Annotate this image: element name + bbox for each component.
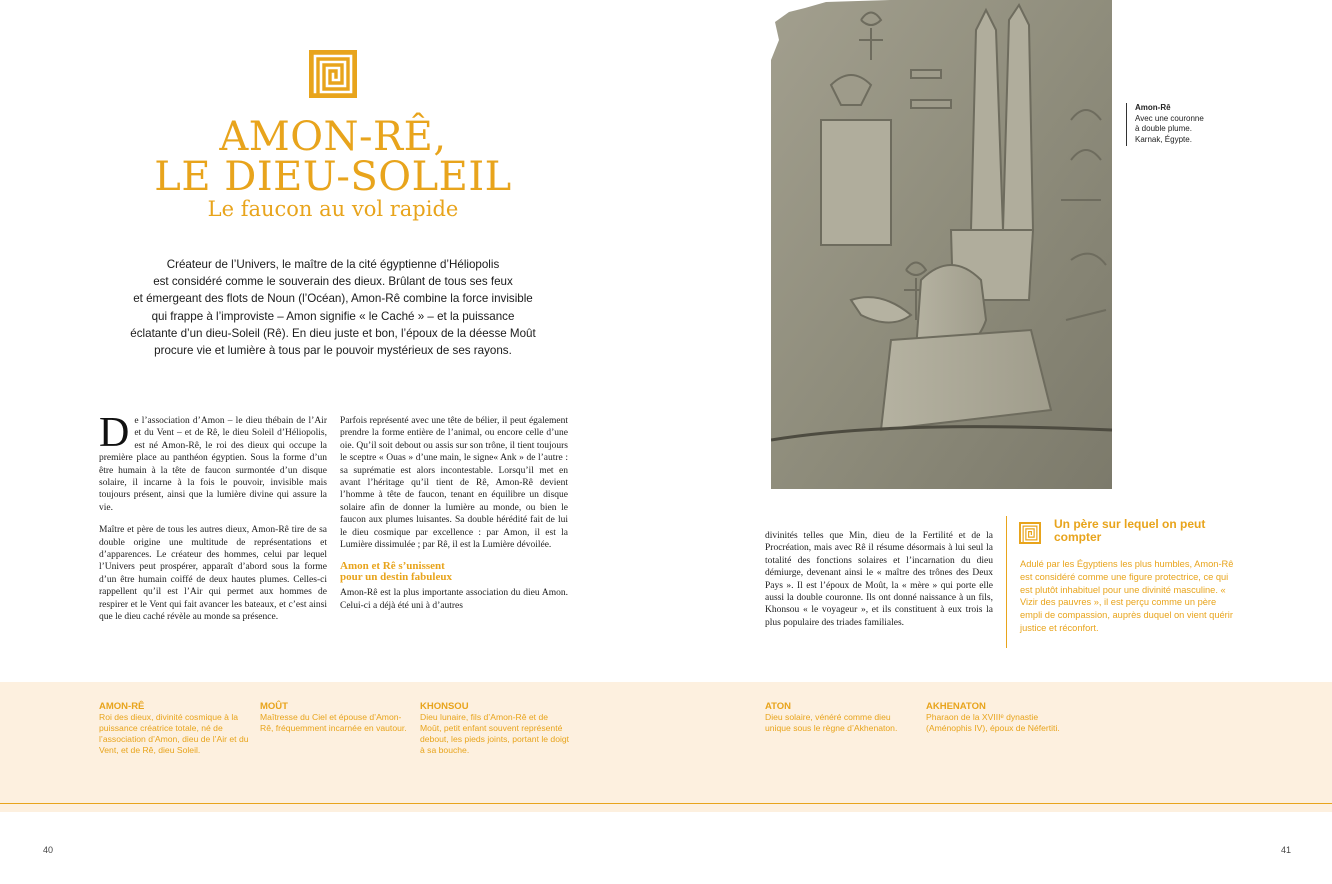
glossary-definition: Roi des dieux, divinité cosmique à la puissance créatrice totale, né de l’association d’Amon, dieu de l’Air et du Vent, et de Rê, dieu Soleil. <box>99 712 249 755</box>
title-line-1: AMON-RÊ, <box>219 114 447 160</box>
glossary-definition: Dieu lunaire, fils d’Amon-Rê et de Moût, petit enfant souvent représenté debout, les pieds joints, portant le doigt à sa bouche. <box>420 712 570 755</box>
subhead-line: Amon et Rê s’unissent <box>340 560 445 573</box>
body-column-2 <box>340 415 568 622</box>
body-paragraph: Maître et père de tous les autres dieux, Amon-Rê tire de sa double origine une multitude de représentations et d’apparences. Le créateur des hommes, celui par lequel l’Univers peut prospérer, apparaît d’abord sous la forme d’un être humain coiffé de deux hautes plumes. Celles-ci rappellent qu’il est l’Air qui permet aux hommes de respirer et le Vent qui fait avancer les bateaux, et c’est ainsi que le dieu caché révèle au monde sa présence. <box>99 525 327 623</box>
glossary-item <box>99 701 249 756</box>
intro-line: et émergeant des flots de Noun (l’Océan), Amon-Rê combine la force invisible <box>133 292 533 306</box>
drop-cap: D <box>99 410 130 456</box>
body-paragraph: Parfois représenté avec une tête de bélier, il peut également prendre la forme entière de l’animal, ou encore celle d’une oie. Qu’il soit debout ou assis sur son trône, il tient toujours le sceptre « Ouas » d’une main, le signe« Ank » de l’autre : sa suprématie est alors incontestable. Lorsqu’il met en avant l’héritage qu’il tient de Rê, Amon-Rê devient l’homme à tête de faucon, tenant en équilibre un disque solaire afin de donner la lumière au monde, ou bien le faucon aux plumes luisantes. Sa double hérédité fait de lui le dieu cosmique par excellence : par Amon, il est la Lumière dissimulée ; par Rê, il est la Lumière dévoilée. <box>340 416 568 551</box>
intro-paragraph <box>100 256 566 359</box>
intro-line: Créateur de l’Univers, le maître de la cité égyptienne d’Héliopolis <box>166 258 500 271</box>
glossary-item <box>926 701 1076 734</box>
spiral-icon <box>1019 522 1041 544</box>
caption-line: à double plume. <box>1135 124 1192 134</box>
glossary-term: AKHENATON <box>926 701 986 712</box>
caption-line: Karnak, Égypte. <box>1135 135 1192 145</box>
subhead-line: pour un destin fabuleux <box>340 571 452 584</box>
intro-line: est considéré comme le souverain des dieux. Brûlant de tous ses feux <box>153 275 513 289</box>
body-paragraph: e l’association d’Amon – le dieu thébain de l’Air et du Vent – et de Rê, le dieu Soleil d’Héliopolis, est né Amon-Rê, le roi des dieux qui occupe la première place au panthéon égyptien. Sous la forme d’un être humain à la tête de faucon surmontée d’un disque solaire, il incarne à la fois le pouvoir, invisible mais toujours présent, ainsi que la lumière divine qui assure la vie. <box>99 416 327 513</box>
page-number-left: 40 <box>43 845 54 855</box>
glossary-divider <box>0 803 1332 804</box>
body-paragraph: divinités telles que Min, dieu de la Fertilité et de la Procréation, mais avec Rê il résume désormais à lui seul la totalité des fonctions solaires et l’incarnation du dieu démiurge, devenant ainsi le « maître des trônes des Deux Pays ». Il est l’époux de Moût, la « mère » qui porte elle aussi la double couronne. Ils ont donné naissance à un fils, Khonsou « le voyageur », et ils constituent à eux trois la plus populaire des triades familiales. <box>765 531 993 628</box>
glossary-item <box>420 701 570 756</box>
glossary-item <box>765 701 915 734</box>
sidebar-box <box>1006 516 1237 648</box>
title-line-2: LE DIEU-SOLEIL <box>154 154 512 200</box>
spiral-logo-icon <box>309 50 357 98</box>
intro-line: procure vie et lumière à tous par le pouvoir mystérieux de ses rayons. <box>154 344 512 358</box>
body-paragraph: Amon-Rê est la plus importante association du dieu Amon. Celui-ci a déjà été uni à d’autres <box>340 588 568 611</box>
section-subhead <box>340 561 568 583</box>
glossary-term: AMON-RÊ <box>99 701 145 712</box>
glossary-definition: Dieu solaire, vénéré comme dieu unique sous le règne d’Akhenaton. <box>765 712 898 733</box>
caption-title: Amon-Rê <box>1135 103 1171 112</box>
body-column-1 <box>99 410 327 634</box>
amon-re-relief-image <box>771 0 1112 489</box>
intro-line: qui frappe à l’improviste – Amon signifie « le Caché » – et la puissance <box>151 309 515 323</box>
sidebar-title: Un père sur lequel on peut compter <box>1054 517 1206 544</box>
glossary-definition: Pharaon de la XVIIIᵉ dynastie (Aménophis IV), époux de Néfertiti. <box>926 712 1060 733</box>
glossary-term: ATON <box>765 701 792 712</box>
glossary-term: KHONSOU <box>420 701 469 712</box>
glossary-definition: Maîtresse du Ciel et épouse d’Amon-Rê, fréquemment incarnée en vautour. <box>260 712 407 733</box>
subtitle: Le faucon au vol rapide <box>207 197 459 221</box>
glossary-term: MOÛT <box>260 701 288 712</box>
sidebar-text: Adulé par les Égyptiens les plus humbles, Amon-Rê est considéré comme une figure protectrice, ce qui est plutôt inhabituel pour une divinité masculine. « Vizir des pauvres », il est perçu comme un père empli de compassion, auprès duquel on vient quérir justice et réconfort. <box>1020 559 1234 633</box>
intro-line: éclatante d’un dieu-Soleil (Rê). En dieu juste et bon, l’époux de la déesse Moût <box>130 326 536 340</box>
page-number-right: 41 <box>1281 845 1292 855</box>
image-caption <box>1126 103 1235 146</box>
body-column-3 <box>765 530 993 639</box>
caption-line: Avec une couronne <box>1135 113 1204 123</box>
glossary-item <box>260 701 410 734</box>
